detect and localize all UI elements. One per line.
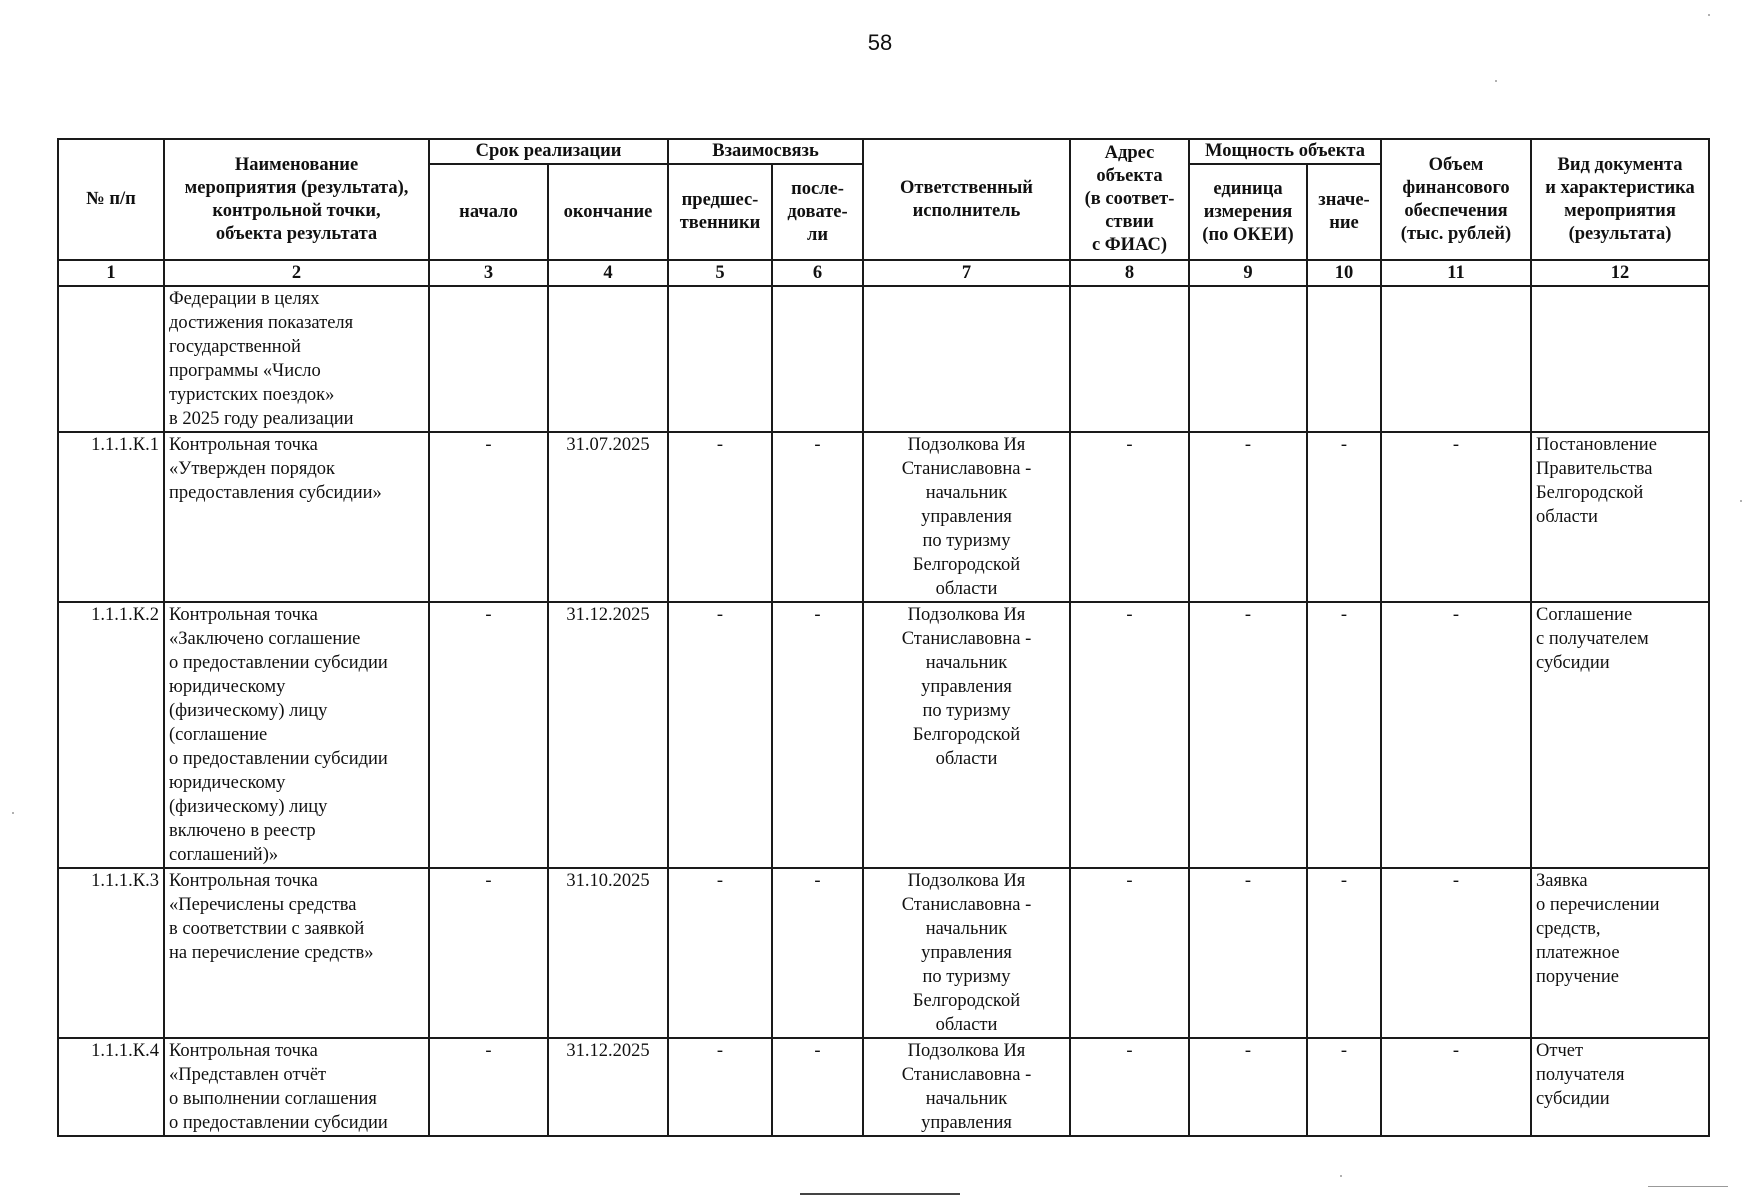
text-line: Белгородской [912,555,1021,575]
row-successors: - [772,1038,863,1136]
column-number: 7 [863,260,1070,286]
text-line: субсидии [1536,1089,1610,1109]
column-number: 4 [548,260,668,286]
text-line: начальник [925,919,1008,939]
text-line: области [935,1015,998,1035]
page-number: 58 [867,30,893,55]
text-line: «Представлен отчёт [169,1065,327,1085]
text-line: Отчет [1536,1041,1584,1061]
row-value: - [1307,868,1381,1038]
text-line: средств, [1536,919,1601,939]
scan-speck [12,812,14,814]
text-line: о выполнении соглашения [169,1089,377,1109]
table-row [58,1038,1709,1136]
header-end: окончание [548,164,668,260]
table-row [58,432,1709,602]
header-value [1307,164,1381,260]
row-address [1070,286,1189,432]
text-line: управления [921,1113,1012,1133]
text-line: поручение [1536,967,1619,987]
column-number: 11 [1381,260,1531,286]
row-number: 1.1.1.К.3 [58,868,164,1038]
row-finance: - [1381,602,1531,868]
row-start [429,286,548,432]
text-line: Контрольная точка [169,871,318,891]
text-line: платежное [1536,943,1620,963]
text-line: Контрольная точка [169,605,318,625]
row-unit: - [1189,432,1307,602]
text-line: юридическому [169,677,286,697]
text-line: достижения показателя [169,313,354,333]
text-line: Объем [1428,154,1484,175]
text-line: (по ОКЕИ) [1202,224,1294,245]
row-predecessors: - [668,432,772,602]
header-predecessors [668,164,772,260]
header-name [164,139,429,260]
text-line: Станиславовна - [901,629,1032,649]
column-number: 12 [1531,260,1709,286]
text-line: «Перечислены средства [169,895,357,915]
column-number: 5 [668,260,772,286]
text-line: по туризму [922,531,1011,551]
scan-artifact-line [800,1193,960,1195]
row-address: - [1070,1038,1189,1136]
row-unit: - [1189,602,1307,868]
header-term: Срок реализации [429,139,668,164]
text-line: ствии [1105,212,1154,232]
text-line: Контрольная точка [169,1041,318,1061]
row-address: - [1070,602,1189,868]
column-number: 6 [772,260,863,286]
row-unit: - [1189,1038,1307,1136]
text-line: о предоставлении субсидии [169,1113,388,1133]
row-predecessors [668,286,772,432]
row-value: - [1307,602,1381,868]
header-address [1070,139,1189,260]
text-line: Подзолкова Ия [907,1041,1026,1061]
row-address: - [1070,868,1189,1038]
scan-speck [1740,500,1742,502]
scan-artifact-line [1648,1186,1728,1187]
column-number-row [58,260,1709,286]
column-number: 2 [164,260,429,286]
row-end: 31.12.2025 [548,1038,668,1136]
row-unit: - [1189,868,1307,1038]
text-line: управления [921,943,1012,963]
text-line: с ФИАС) [1091,235,1168,255]
text-line: исполнитель [912,200,1021,221]
text-line: предоставления субсидии» [169,483,382,503]
row-responsible [863,432,1070,602]
row-address: - [1070,432,1189,602]
text-line: юридическому [169,773,286,793]
scan-speck [1495,80,1497,82]
row-finance [1381,286,1531,432]
column-number: 10 [1307,260,1381,286]
text-line: Федерации в целях [169,289,320,309]
text-line: значе- [1318,190,1370,210]
header-power: Мощность объекта [1189,139,1381,164]
row-successors: - [772,602,863,868]
text-line: включено в реестр [169,821,316,841]
row-name [164,868,429,1038]
text-line: Правительства [1536,459,1653,479]
text-line: (физическому) лицу [169,701,328,721]
row-value: - [1307,1038,1381,1136]
text-line: контрольной точки, [212,200,381,221]
text-line: ние [1329,213,1359,233]
header-unit [1189,164,1307,260]
row-start: - [429,868,548,1038]
text-line: после- [791,178,844,199]
text-line: (тыс. рублей) [1400,223,1512,244]
row-number: 1.1.1.К.4 [58,1038,164,1136]
text-line: Белгородской [912,991,1021,1011]
text-line: программы «Число [169,361,321,381]
text-line: управления [921,507,1012,527]
text-line: с получателем [1536,629,1649,649]
text-line: Адрес [1104,143,1155,163]
text-line: «Утвержден порядок [169,459,336,479]
row-responsible [863,602,1070,868]
text-line: в 2025 году реализации [169,409,354,429]
text-line: Белгородской [1536,483,1644,503]
row-end: 31.12.2025 [548,602,668,868]
text-line: Подзолкова Ия [907,871,1026,891]
header-start: начало [429,164,548,260]
row-end [548,286,668,432]
text-line: твенники [679,213,761,233]
row-finance: - [1381,868,1531,1038]
row-finance: - [1381,432,1531,602]
row-responsible [863,286,1070,432]
text-line: единица [1213,178,1283,199]
header-number: № п/п [58,139,164,260]
row-start: - [429,432,548,602]
scan-speck [1340,1175,1342,1177]
row-name [164,1038,429,1136]
text-line: о перечислении [1536,895,1660,915]
text-line: туристских поездок» [169,385,335,405]
text-line: области [1536,507,1598,527]
column-number: 1 [58,260,164,286]
header-finance [1381,139,1531,260]
text-line: Подзолкова Ия [907,435,1026,455]
text-line: получателя [1536,1065,1625,1085]
row-successors: - [772,868,863,1038]
header-responsible [863,139,1070,260]
text-line: Подзолкова Ия [907,605,1026,625]
row-predecessors: - [668,602,772,868]
text-line: ли [806,224,829,245]
row-predecessors: - [668,1038,772,1136]
row-finance: - [1381,1038,1531,1136]
row-number [58,286,164,432]
header-successors [772,164,863,260]
text-line: Наименование [234,154,359,175]
text-line: в соответствии с заявкой [169,919,365,939]
text-line: по туризму [922,701,1011,721]
text-line: объекта [1096,166,1163,186]
row-predecessors: - [668,868,772,1038]
text-line: Станиславовна - [901,459,1032,479]
text-line: Станиславовна - [901,895,1032,915]
row-successors: - [772,432,863,602]
row-responsible [863,868,1070,1038]
row-name [164,602,429,868]
header-document [1531,139,1709,260]
text-line: (соглашение [169,725,268,745]
text-line: на перечисление средств» [169,943,374,963]
text-line: Контрольная точка [169,435,318,455]
row-document [1531,1038,1709,1136]
text-line: государственной [169,337,301,357]
text-line: Соглашение [1536,605,1633,625]
text-line: Постановление [1536,435,1657,455]
text-line: начальник [925,483,1008,503]
text-line: о предоставлении субсидии [169,653,388,673]
row-end: 31.07.2025 [548,432,668,602]
row-start: - [429,1038,548,1136]
text-line: финансового [1402,177,1510,198]
text-line: предшес- [681,190,759,210]
row-document [1531,286,1709,432]
text-line: области [935,579,998,599]
row-successors [772,286,863,432]
text-line: Заявка [1536,871,1588,891]
text-line: субсидии [1536,653,1610,673]
scan-speck [1708,14,1710,16]
column-number: 8 [1070,260,1189,286]
text-line: по туризму [922,967,1011,987]
row-start: - [429,602,548,868]
text-line: Вид документа [1557,154,1683,175]
row-number: 1.1.1.К.1 [58,432,164,602]
text-line: (физическому) лицу [169,797,328,817]
text-line: «Заключено соглашение [169,629,361,649]
text-line: области [935,749,998,769]
text-line: объекта результата [215,223,378,244]
table-row [58,868,1709,1038]
plan-table [57,138,1710,1137]
text-line: измерения [1203,201,1293,222]
row-name [164,286,429,432]
table-row [58,602,1709,868]
text-line: Белгородской [912,725,1021,745]
text-line: управления [921,677,1012,697]
table-row [58,286,1709,432]
text-line: и характеристика [1545,177,1695,198]
row-value: - [1307,432,1381,602]
row-end: 31.10.2025 [548,868,668,1038]
row-document [1531,602,1709,868]
text-line: Станиславовна - [901,1065,1032,1085]
text-line: (в соответ- [1084,189,1175,209]
text-line: Ответственный [900,177,1033,198]
row-document [1531,432,1709,602]
text-line: мероприятия [1564,200,1676,221]
text-line: начальник [925,1089,1008,1109]
header-link: Взаимосвязь [668,139,863,164]
column-number: 3 [429,260,548,286]
text-line: (результата) [1568,223,1672,244]
row-number: 1.1.1.К.2 [58,602,164,868]
column-number: 9 [1189,260,1307,286]
text-line: мероприятия (результата), [184,177,409,198]
text-line: о предоставлении субсидии [169,749,388,769]
text-line: соглашений)» [169,845,279,865]
row-name [164,432,429,602]
row-value [1307,286,1381,432]
row-responsible [863,1038,1070,1136]
row-unit [1189,286,1307,432]
text-line: обеспечения [1404,200,1508,221]
row-document [1531,868,1709,1038]
text-line: довате- [787,201,848,222]
text-line: начальник [925,653,1008,673]
